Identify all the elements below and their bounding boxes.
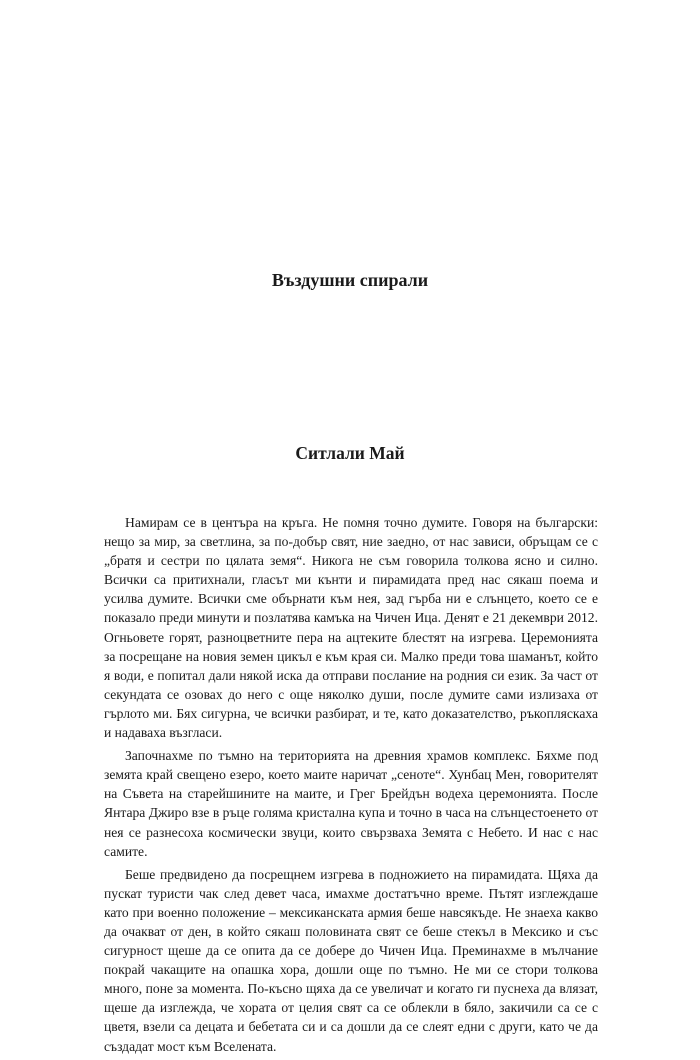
paragraph: Беше предвидено да посрещнем изгрева в подножието на пирамидата. Щяха да пускат туристи чак след девет часа, имахме достатъчно време. Пътят изглеждаше като при военно положение – мексиканската армия беше навсякъде. Не знаеха какво да очакват от ден, в който сякаш половината свят се беше стекъл в Мексико и със сигурност щеше да се опита да се добере до Чичен Ица. Преминахме в мълчание покрай чакащите на опашка хора, дошли още по тъмно. Не ми се стори толкова много, поне за момента. По-късно щяха да се увеличат и когато ги пуснеха да влязат, щеше да изглежда, че хората от целия свят са се облекли в бяло, закичили са се с цветя, взели са децата и бебетата си и са дошли да се слеят едни с други, като че да създадат мост към Вселената. xyxy=(104,866,598,1054)
chapter-title: Ситлали Май xyxy=(295,443,405,463)
paragraph: Започнахме по тъмно на територията на древния храмов комплекс. Бяхме под земята край свещено езеро, което маите наричат „сеноте“. Хунбац Мен, говорителят на Съвета на старейшините на маите, и Грег Брейдън водеха церемонията. После Янтара Джиро взе в ръце голяма кристална купа и точно в часа на слънцестоенето от нея се разнесоха космически звуци, които свързваха Земята с Небето. И нас с нас самите. xyxy=(104,748,599,859)
body-text xyxy=(104,513,598,1060)
book-title: Въздушни спирали xyxy=(271,270,429,290)
paragraph: Намирам се в центъра на кръга. Не помня точно думите. Говоря на български: нещо за мир, за светлина, за по-добър свят, ние заедно, от нас зависи, обръщам се с „братя и сестри по цялата земя“. Никога не съм говорила толкова ясно и силно. Всички са притихнали, гласът ми кънти и пирамидата пред нас сякаш поема и усилва думите. Всички сме обърнати към нея, зад гърба ни е слънцето, което се е показало преди минути и позлатява камъка на Чичен Ица. Денят е 21 декември 2012. Огньовете горят, разноцветните пера на ацтеките блестят на изгрева. Церемонията за посрещане на новия земен цикъл е към края си. Малко преди това шаманът, който я води, е попитал дали някой иска да отправи послание на родния си език. За част от секундата се озовах до него с още няколко души, после думите сами излизаха от гърлото ми. Бях сигурна, че всички разбират, и те, като доказателство, ръкопляскаха и надаваха възгласи. xyxy=(104,515,598,741)
